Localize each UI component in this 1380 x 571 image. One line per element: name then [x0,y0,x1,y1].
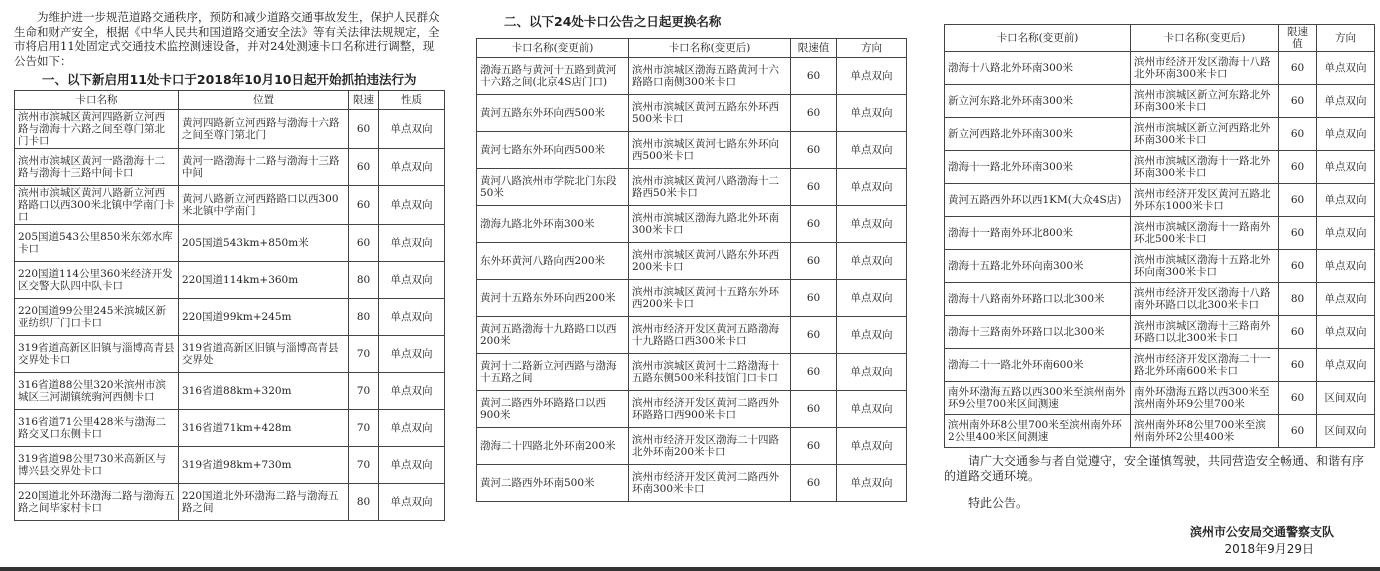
table-cell: 渤海五路与黄河十五路到黄河十六路之间(北京4S店门口) [477,58,629,95]
table-cell: 60 [1279,217,1317,250]
table-cell: 60 [791,465,837,502]
table-cell: 滨州南外环8公里700米至滨州南外环2公里400米 [1131,415,1279,448]
table-cell: 单点双向 [1317,217,1375,250]
table-cell: 单点双向 [1317,85,1375,118]
column-header: 限速 [349,91,379,110]
table-cell: 滨州市滨城区黄河八路渤海十二路西50米卡口 [629,169,791,206]
table-cell: 滨州市经济开发区渤海二十一路北外环南600米卡口 [1131,349,1279,382]
table-row [15,225,445,262]
table-cell: 319省道高新区旧镇与淄博高青县交界处 [179,336,349,373]
table-cell: 滨州市滨城区黄河五路东外环西500米卡口 [629,95,791,132]
column-1 [14,0,444,521]
table-row [477,428,907,465]
table-cell: 单点双向 [379,410,445,447]
table-row [945,52,1375,85]
issuer-signature: 滨州市公安局交通警察支队 [1189,525,1334,539]
table-cell: 316省道88km+320m [179,373,349,410]
table-cell: 滨州市经济开发区黄河五路渤海十九路路口西300米卡口 [629,317,791,354]
table-row [15,110,445,149]
table-row [15,447,445,484]
table-row [945,217,1375,250]
table-row [15,484,445,521]
table-cell: 渤海十一路南外环北800米 [945,217,1131,250]
table-cell: 单点双向 [837,243,907,280]
table-cell: 60 [791,391,837,428]
table-cell: 70 [349,447,379,484]
table-cell: 319省道高新区旧镇与淄博高青县交界处卡口 [15,336,179,373]
table-cell: 单点双向 [379,149,445,186]
table-cell: 单点双向 [1317,316,1375,349]
table-cell: 单点双向 [837,58,907,95]
column-3 [944,0,1374,557]
table-cell: 60 [1279,184,1317,217]
table-cell: 渤海十一路北外环南300米 [945,151,1131,184]
table-cell: 黄河八路新立河西路路口以西300米北镇中学南门 [179,186,349,225]
table-cell: 80 [349,299,379,336]
table-cell: 单点双向 [837,354,907,391]
column-header: 方向 [837,39,907,58]
table-cell: 单点双向 [837,317,907,354]
table-cell: 滨州市经济开发区黄河五路北外环东1000米卡口 [1131,184,1279,217]
column-header: 位置 [179,91,349,110]
table-row [477,465,907,502]
table-cell: 渤海十三路南外环路口以北300米 [945,316,1131,349]
table-cell: 220国道北外环渤海二路与渤海五路之间 [179,484,349,521]
table-row [477,280,907,317]
table-cell: 70 [349,410,379,447]
table-row [15,149,445,186]
table-cell: 单点双向 [379,186,445,225]
table-cell: 新立河西路北外环南300米 [945,118,1131,151]
table-cell: 单点双向 [379,262,445,299]
table-cell: 滨州市滨城区黄河八路新立河西路路口以西300米北镇中学南门卡口 [15,186,179,225]
table-cell: 单点双向 [379,373,445,410]
table-cell: 单点双向 [379,484,445,521]
table-cell: 70 [349,336,379,373]
table-cell: 单点双向 [837,132,907,169]
table-cell: 60 [349,110,379,149]
table-row [15,410,445,447]
table-cell: 60 [1279,316,1317,349]
table-cell: 316省道71公里428米与渤海二路交叉口东侧卡口 [15,410,179,447]
table-cell: 滨州市经济开发区黄河二路西外环南300米卡口 [629,465,791,502]
table-row [945,316,1375,349]
table-cell: 70 [349,373,379,410]
table-cell: 60 [1279,151,1317,184]
table-row [15,299,445,336]
table-row [477,354,907,391]
table-cell: 单点双向 [1317,283,1375,316]
table-row [477,95,907,132]
table-row [477,206,907,243]
bottom-rule [0,567,1380,571]
table-cell: 黄河五路渤海十九路路口以西200米 [477,317,629,354]
column-header: 限速值 [791,39,837,58]
table-cell: 单点双向 [1317,349,1375,382]
table-cell: 60 [791,317,837,354]
table-row [945,349,1375,382]
table-cell: 60 [1279,382,1317,415]
table-cell: 黄河一路渤海十二路与渤海十三路中间 [179,149,349,186]
table-row [477,243,907,280]
table-cell: 单点双向 [837,169,907,206]
column-header: 卡口名称(变更前) [477,39,629,58]
table-cell: 60 [791,428,837,465]
table-cell: 区间双向 [1317,382,1375,415]
table-cell: 渤海九路北外环南300米 [477,206,629,243]
table-cell: 220国道北外环渤海二路与渤海五路之间毕家村卡口 [15,484,179,521]
column-header: 卡口名称(变更前) [945,25,1131,52]
table-row [477,391,907,428]
table-cell: 单点双向 [1317,52,1375,85]
table-cell: 单点双向 [837,280,907,317]
table-cell: 渤海十五路北外环向南300米 [945,250,1131,283]
closing-statement: 特此公告。 [968,496,1029,510]
issue-date: 2018年9月29日 [1224,542,1314,556]
table-cell: 滨州市滨城区黄河七路东外环向西500米卡口 [629,132,791,169]
table-cell: 60 [1279,250,1317,283]
table-cell: 60 [791,243,837,280]
table-cell: 60 [1279,118,1317,151]
table-cell: 单点双向 [379,299,445,336]
table-cell: 黄河十五路东外环向西200米 [477,280,629,317]
table-cell: 单点双向 [837,428,907,465]
table-cell: 60 [791,132,837,169]
column-2 [476,0,906,502]
table-cell: 滨州市滨城区新立河东路北外环南300米卡口 [1131,85,1279,118]
table-cell: 单点双向 [1317,151,1375,184]
table-row [945,283,1375,316]
table-cell: 单点双向 [837,391,907,428]
table-cell: 319省道98公里730米高新区与博兴县交界处卡口 [15,447,179,484]
table-row [945,250,1375,283]
table-cell: 单点双向 [1317,184,1375,217]
table-cell: 60 [349,225,379,262]
table-cell: 205国道543公里850米东郊水库卡口 [15,225,179,262]
column-header: 方向 [1317,25,1375,52]
renamed-checkpoints-table-2 [944,24,1375,448]
table-cell: 滨州市经济开发区渤海十八路北外环南300米卡口 [1131,52,1279,85]
table-cell: 滨州市经济开发区渤海十八路南外环路口以北300米卡口 [1131,283,1279,316]
column-header: 卡口名称 [15,91,179,110]
table-row [945,118,1375,151]
table-cell: 60 [791,58,837,95]
table-row [945,85,1375,118]
table-row [945,382,1375,415]
table-cell: 黄河十二路新立河西路与渤海十五路之间 [477,354,629,391]
table-cell: 80 [349,262,379,299]
table-cell: 60 [1279,415,1317,448]
table-cell: 80 [1279,283,1317,316]
section2-title: 二、以下24处卡口公告之日起更换名称 [504,14,722,29]
table-cell: 滨州市滨城区渤海十一路南外环北500米卡口 [1131,217,1279,250]
table-row [15,336,445,373]
table-cell: 单点双向 [1317,250,1375,283]
table-cell: 60 [791,95,837,132]
table-cell: 区间双向 [1317,415,1375,448]
table-cell: 316省道88公里320米滨州市滨城区三河湖镇统驹河西侧卡口 [15,373,179,410]
table-cell: 滨州市滨城区渤海九路北外环南300米卡口 [629,206,791,243]
table-cell: 60 [791,354,837,391]
table-row [477,58,907,95]
table-cell: 滨州市滨城区黄河一路渤海十二路与渤海十三路中间卡口 [15,149,179,186]
column-header: 限速值 [1279,25,1317,52]
table-cell: 220国道114公里360米经济开发区交警大队四中队卡口 [15,262,179,299]
table-cell: 单点双向 [379,110,445,149]
table-row [477,169,907,206]
table-cell: 205国道543km+850m米 [179,225,349,262]
column-header: 卡口名称(变更后) [629,39,791,58]
column-header: 卡口名称(变更后) [1131,25,1279,52]
table-row [945,184,1375,217]
table-cell: 滨州南外环8公里700米至滨州南外环2公里400米区间测速 [945,415,1131,448]
table-cell: 滨州市经济开发区渤海二十四路北外环南200米卡口 [629,428,791,465]
table-row [945,151,1375,184]
table-cell: 单点双向 [837,465,907,502]
new-checkpoints-table [14,90,445,521]
table-row [15,262,445,299]
intro-paragraph: 为维护进一步规范道路交通秩序，预防和减少道路交通事故发生，保护人民群众生命和财产安全，根据《中华人民共和国道路交通安全法》等有关法律法规规定，全市将启用11处固定式交通技术监控测速设备，并对24处测速卡口名称进行调整，现公告如下： [14,10,440,68]
table-cell: 滨州市滨城区渤海五路黄河十六路路口南侧300米卡口 [629,58,791,95]
table-cell: 220国道99km+245m [179,299,349,336]
table-cell: 单点双向 [837,206,907,243]
table-cell: 滨州市滨城区黄河十二路渤海十五路东侧500米科技馆门口卡口 [629,354,791,391]
table-cell: 滨州市滨城区渤海十三路南外环路口以北300米卡口 [1131,316,1279,349]
column-header: 性质 [379,91,445,110]
table-cell: 黄河八路滨州市学院北门东段50米 [477,169,629,206]
table-cell: 南外环渤海五路以西300米至滨州南外环9公里700米区间测速 [945,382,1131,415]
table-cell: 滨州市滨城区渤海十一路北外环南300米卡口 [1131,151,1279,184]
table-cell: 220国道114km+360m [179,262,349,299]
table-cell: 单点双向 [379,225,445,262]
table-cell: 黄河五路西外环以西1KM(大众4S店) [945,184,1131,217]
table-cell: 渤海二十四路北外环南200米 [477,428,629,465]
table-row [15,373,445,410]
table-cell: 60 [349,149,379,186]
table-cell: 滨州市滨城区渤海十五路北外环向南300米卡口 [1131,250,1279,283]
table-cell: 60 [791,206,837,243]
table-cell: 滨州市滨城区黄河十五路东外环西200米卡口 [629,280,791,317]
table-row [477,132,907,169]
table-cell: 滨州市经济开发区黄河二路西外环路路口西900米卡口 [629,391,791,428]
table-row [945,415,1375,448]
table-cell: 60 [1279,349,1317,382]
table-cell: 60 [349,186,379,225]
table-cell: 滨州市滨城区新立河西路北外环南300米卡口 [1131,118,1279,151]
table-cell: 60 [1279,85,1317,118]
table-cell: 渤海十八路北外环南300米 [945,52,1131,85]
table-cell: 黄河四路新立河西路与渤海十六路之间至尊门第北门 [179,110,349,149]
table-cell: 黄河二路西外环南500米 [477,465,629,502]
table-cell: 319省道98km+730m [179,447,349,484]
table-row [477,317,907,354]
table-cell: 220国道99公里245米滨城区新亚纺织厂门口卡口 [15,299,179,336]
table-cell: 黄河七路东外环向西500米 [477,132,629,169]
table-row [15,186,445,225]
closing-paragraph: 请广大交通参与者自觉遵守，安全谨慎驾驶，共同营造安全畅通、和谐有序的道路交通环境。 [944,454,1365,483]
table-cell: 60 [791,169,837,206]
table-cell: 60 [791,280,837,317]
renamed-checkpoints-table-1 [476,38,907,502]
table-cell: 黄河二路西外环路路口以西900米 [477,391,629,428]
table-cell: 滨州市滨城区黄河八路东外环西200米卡口 [629,243,791,280]
section1-title: 一、以下新启用11处卡口于2018年10月10日起开始抓拍违法行为 [42,72,417,87]
table-cell: 单点双向 [379,447,445,484]
table-cell: 渤海二十一路北外环南600米 [945,349,1131,382]
table-cell: 滨州市滨城区黄河四路新立河西路与渤海十六路之间至尊门第北门卡口 [15,110,179,149]
table-cell: 单点双向 [837,95,907,132]
table-cell: 60 [1279,52,1317,85]
table-cell: 黄河五路东外环向西500米 [477,95,629,132]
table-cell: 渤海十八路南外环路口以北300米 [945,283,1131,316]
table-cell: 单点双向 [1317,118,1375,151]
table-cell: 单点双向 [379,336,445,373]
table-cell: 东外环黄河八路向西200米 [477,243,629,280]
table-cell: 316省道71km+428m [179,410,349,447]
table-cell: 新立河东路北外环南300米 [945,85,1131,118]
table-cell: 南外环渤海五路以西300米至滨州南外环9公里700米 [1131,382,1279,415]
table-cell: 80 [349,484,379,521]
